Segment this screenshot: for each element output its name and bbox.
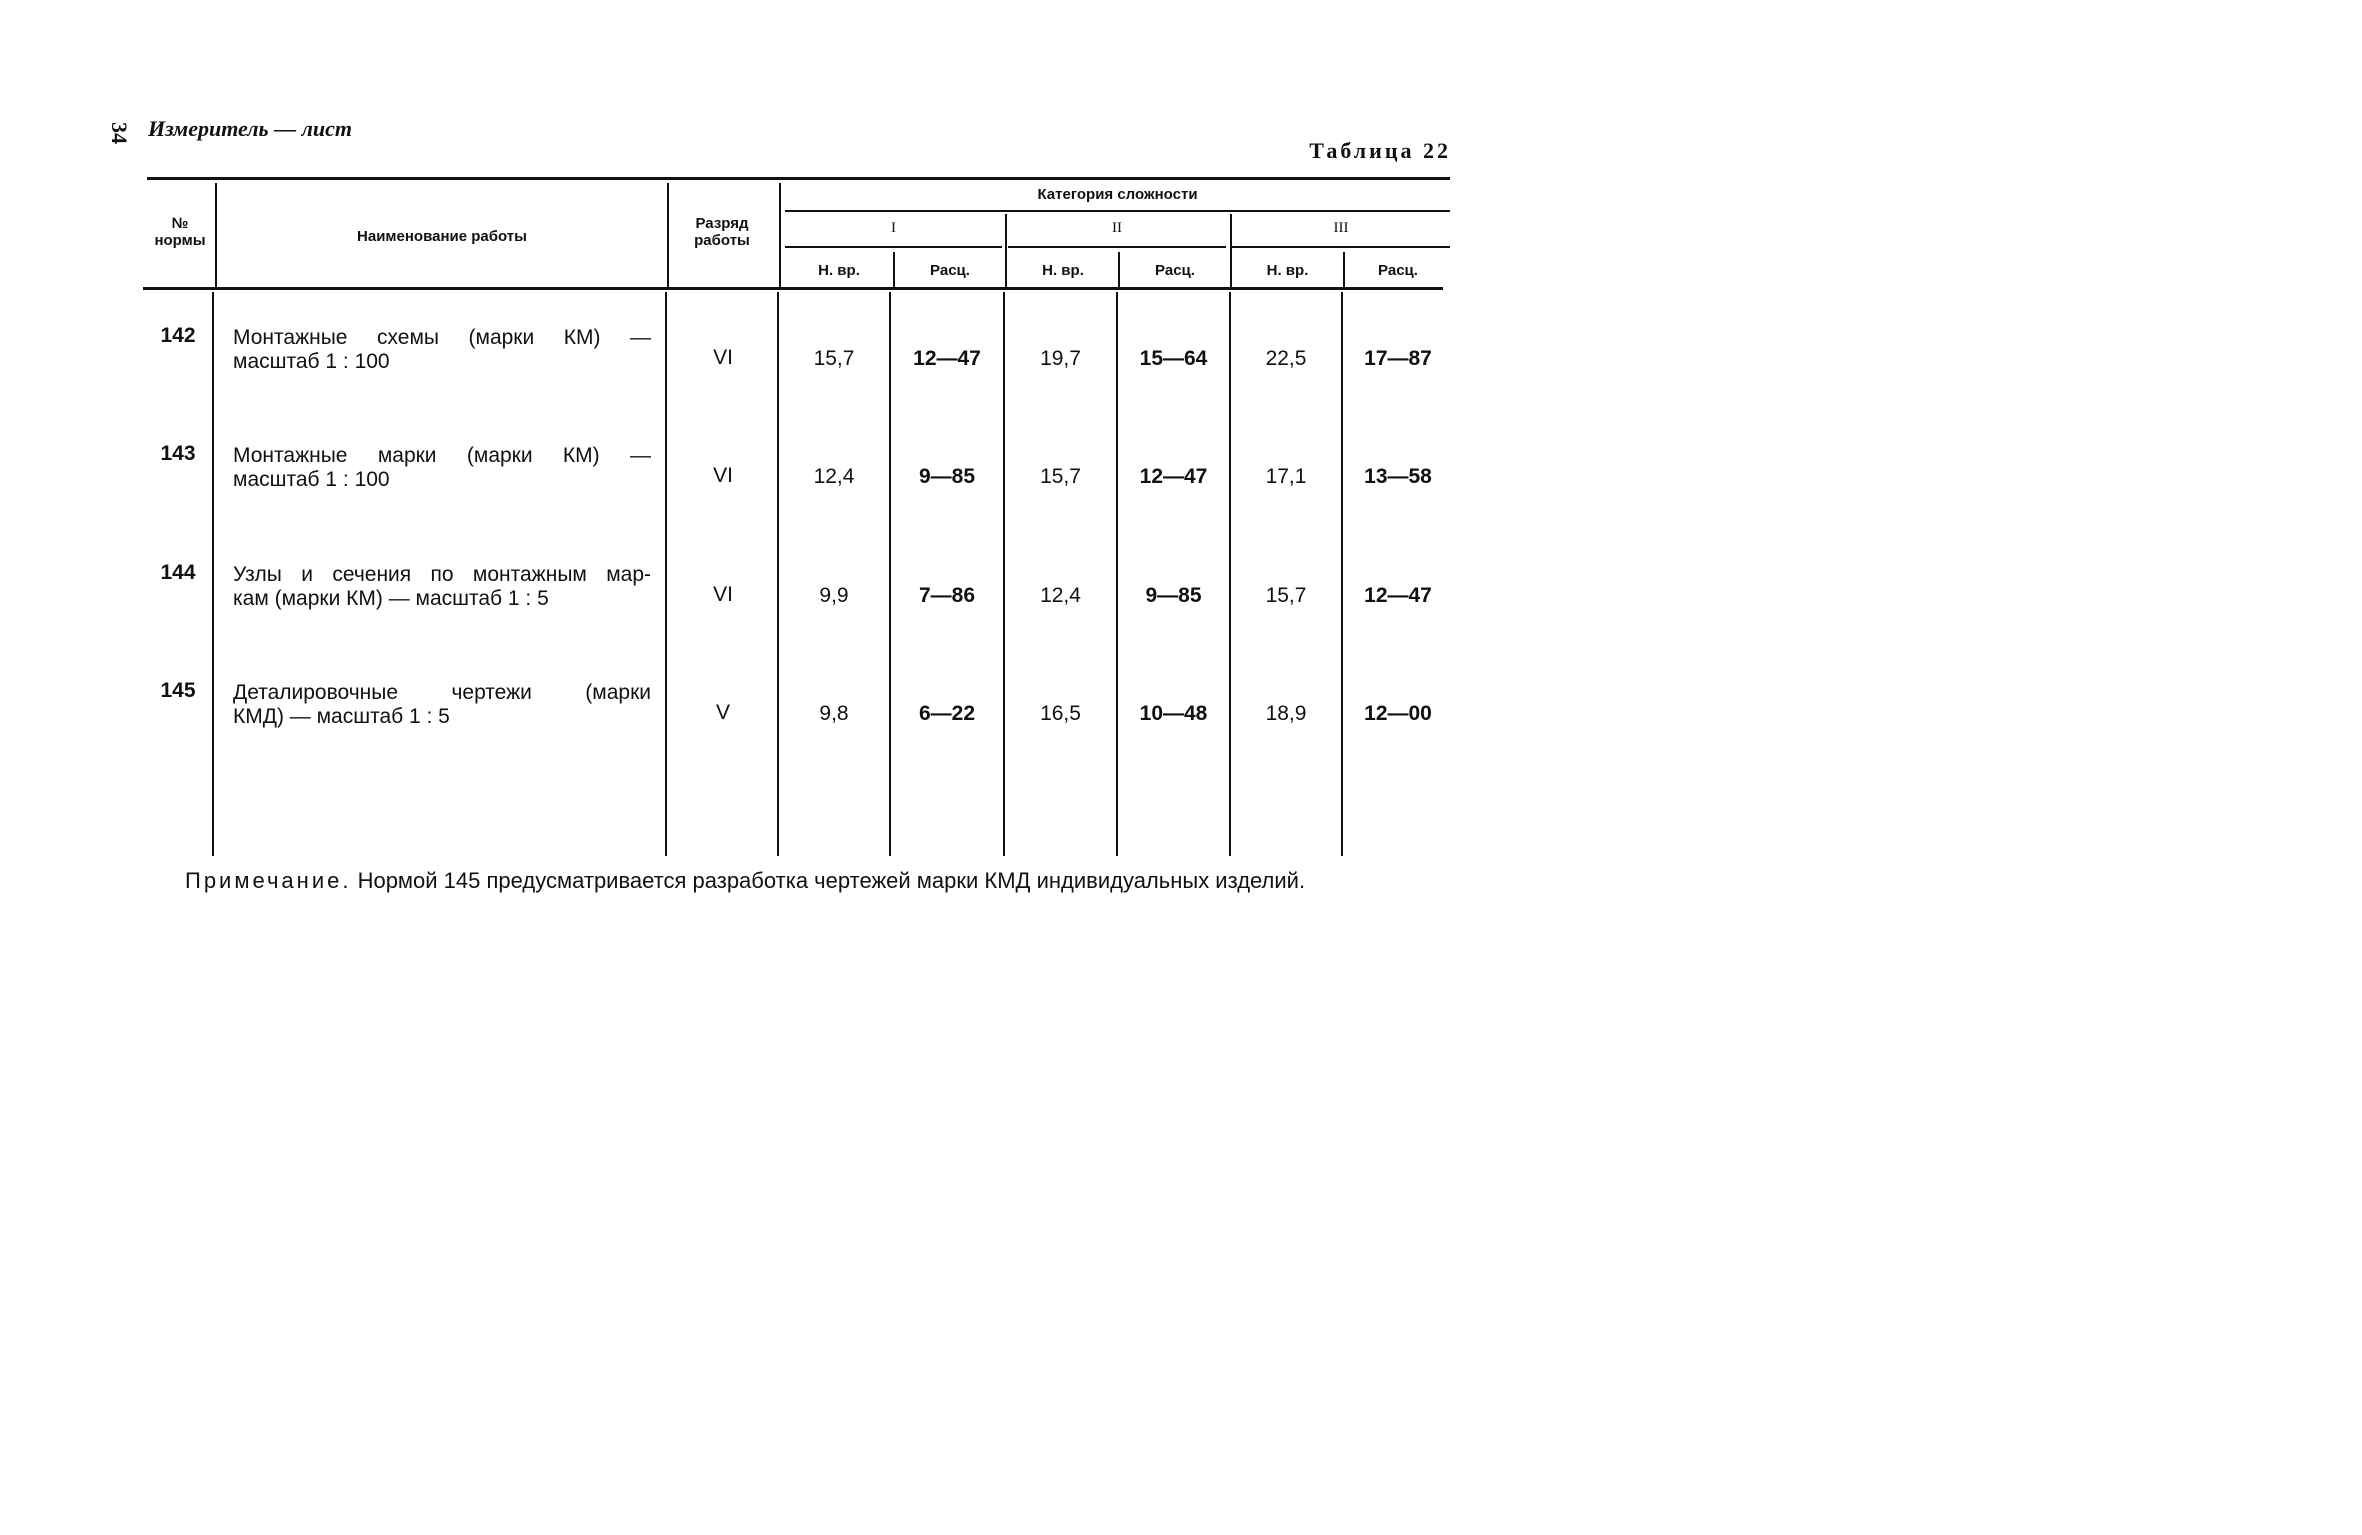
work-grade: VI (713, 346, 733, 369)
work-name (233, 563, 651, 611)
rate-cat3: 12—47 (1364, 584, 1432, 607)
time-norm-cat2: 15,7 (1040, 465, 1081, 488)
table-label: Таблица 22 (1309, 138, 1451, 163)
col-divider-header (779, 183, 781, 288)
rate-cat2: 15—64 (1139, 347, 1208, 370)
col-divider-body (212, 292, 214, 856)
header-rate-2: Расц. (1155, 262, 1195, 279)
time-norm-cat3: 18,9 (1265, 702, 1307, 725)
col-divider-body (1229, 292, 1231, 856)
rate-cat2: 12—47 (1139, 465, 1208, 488)
rate-cat2: 9—85 (1145, 584, 1202, 607)
rate-cat3: 12—00 (1364, 702, 1432, 725)
rate-cat3: 17—87 (1364, 347, 1432, 370)
header-category-2: II (1112, 220, 1122, 236)
note-lead: Примечание. (185, 868, 352, 893)
work-name-line: КМД) — масштаб 1 : 5 (233, 705, 450, 728)
work-name (233, 444, 651, 492)
norm-number: 145 (160, 679, 196, 702)
col-divider-body (1003, 292, 1005, 856)
work-name-line: Узлы и сечения по монтажным мар- (233, 563, 651, 586)
col-divider-header (215, 183, 217, 288)
complexity-rule (785, 210, 1450, 212)
time-norm-cat3: 17,1 (1265, 465, 1307, 488)
work-name (233, 681, 651, 729)
rate-cat1: 9—85 (918, 465, 976, 488)
norm-number: 143 (160, 442, 196, 465)
col-divider-body (777, 292, 779, 856)
time-norm-cat2: 16,5 (1040, 702, 1081, 725)
header-category-3: III (1333, 220, 1349, 236)
norm-number: 142 (160, 324, 196, 347)
rate-cat2: 10—48 (1139, 702, 1208, 725)
time-norm-cat3: 15,7 (1265, 584, 1307, 607)
col-divider-body (1116, 292, 1118, 856)
header-grade: Разряд работы (694, 215, 750, 249)
header-category-1: I (891, 220, 896, 236)
work-grade: V (715, 701, 730, 724)
time-norm-cat2: 12,4 (1040, 584, 1081, 607)
col-divider-body (889, 292, 891, 856)
header-time-2: Н. вр. (1042, 262, 1084, 279)
norm-number: 144 (160, 561, 196, 584)
header-rate-1: Расц. (930, 262, 970, 279)
col-divider-body (1341, 292, 1343, 856)
header-work-name: Наименование работы (357, 228, 527, 245)
work-name-line: Монтажные марки (марки КМ) — (233, 444, 651, 467)
table-top-rule (147, 177, 1450, 180)
work-name-line: масштаб 1 : 100 (233, 350, 390, 373)
work-name (233, 326, 651, 374)
time-norm-cat1: 15,7 (813, 347, 855, 370)
time-norm-cat2: 19,7 (1040, 347, 1081, 370)
col-divider-header (1118, 252, 1120, 288)
col-divider-header (893, 252, 895, 288)
header-bottom-rule (143, 287, 1443, 290)
category-rule-3 (1232, 246, 1450, 248)
rate-cat1: 12—47 (913, 347, 981, 370)
time-norm-cat1: 9,8 (819, 702, 849, 725)
header-norm-no: № нормы (154, 215, 206, 249)
col-divider-body (665, 292, 667, 856)
header-time-1: Н. вр. (818, 262, 860, 279)
category-rule-2 (1008, 246, 1226, 248)
time-norm-cat3: 22,5 (1265, 347, 1307, 370)
category-rule-1 (785, 246, 1002, 248)
work-name-line: масштаб 1 : 100 (233, 468, 390, 491)
header-time-3: Н. вр. (1266, 262, 1309, 279)
header-complexity: Категория сложности (1037, 186, 1198, 203)
work-name-line: Монтажные схемы (марки КМ) — (233, 326, 651, 349)
header-rate-3: Расц. (1378, 262, 1418, 279)
col-divider-header (667, 183, 669, 288)
work-grade: VI (713, 583, 733, 606)
table-note (185, 868, 1305, 894)
rate-cat3: 13—58 (1364, 465, 1432, 488)
col-divider-header (1343, 252, 1345, 288)
page-number: 34 (107, 122, 132, 144)
note-text: Нормой 145 предусматривается разработка чертежей марки КМД индивидуальных изделий. (351, 868, 1306, 893)
time-norm-cat1: 12,4 (813, 465, 855, 488)
work-name-line: кам (марки КМ) — масштаб 1 : 5 (233, 587, 549, 610)
work-name-line: Деталировочные чертежи (марки (233, 681, 651, 704)
rate-cat1: 7—86 (918, 584, 976, 607)
work-grade: VI (713, 464, 733, 487)
measure-title: Измеритель — лист (148, 116, 353, 141)
rate-cat1: 6—22 (918, 702, 976, 725)
time-norm-cat1: 9,9 (819, 584, 849, 607)
col-divider-header (1005, 214, 1007, 288)
